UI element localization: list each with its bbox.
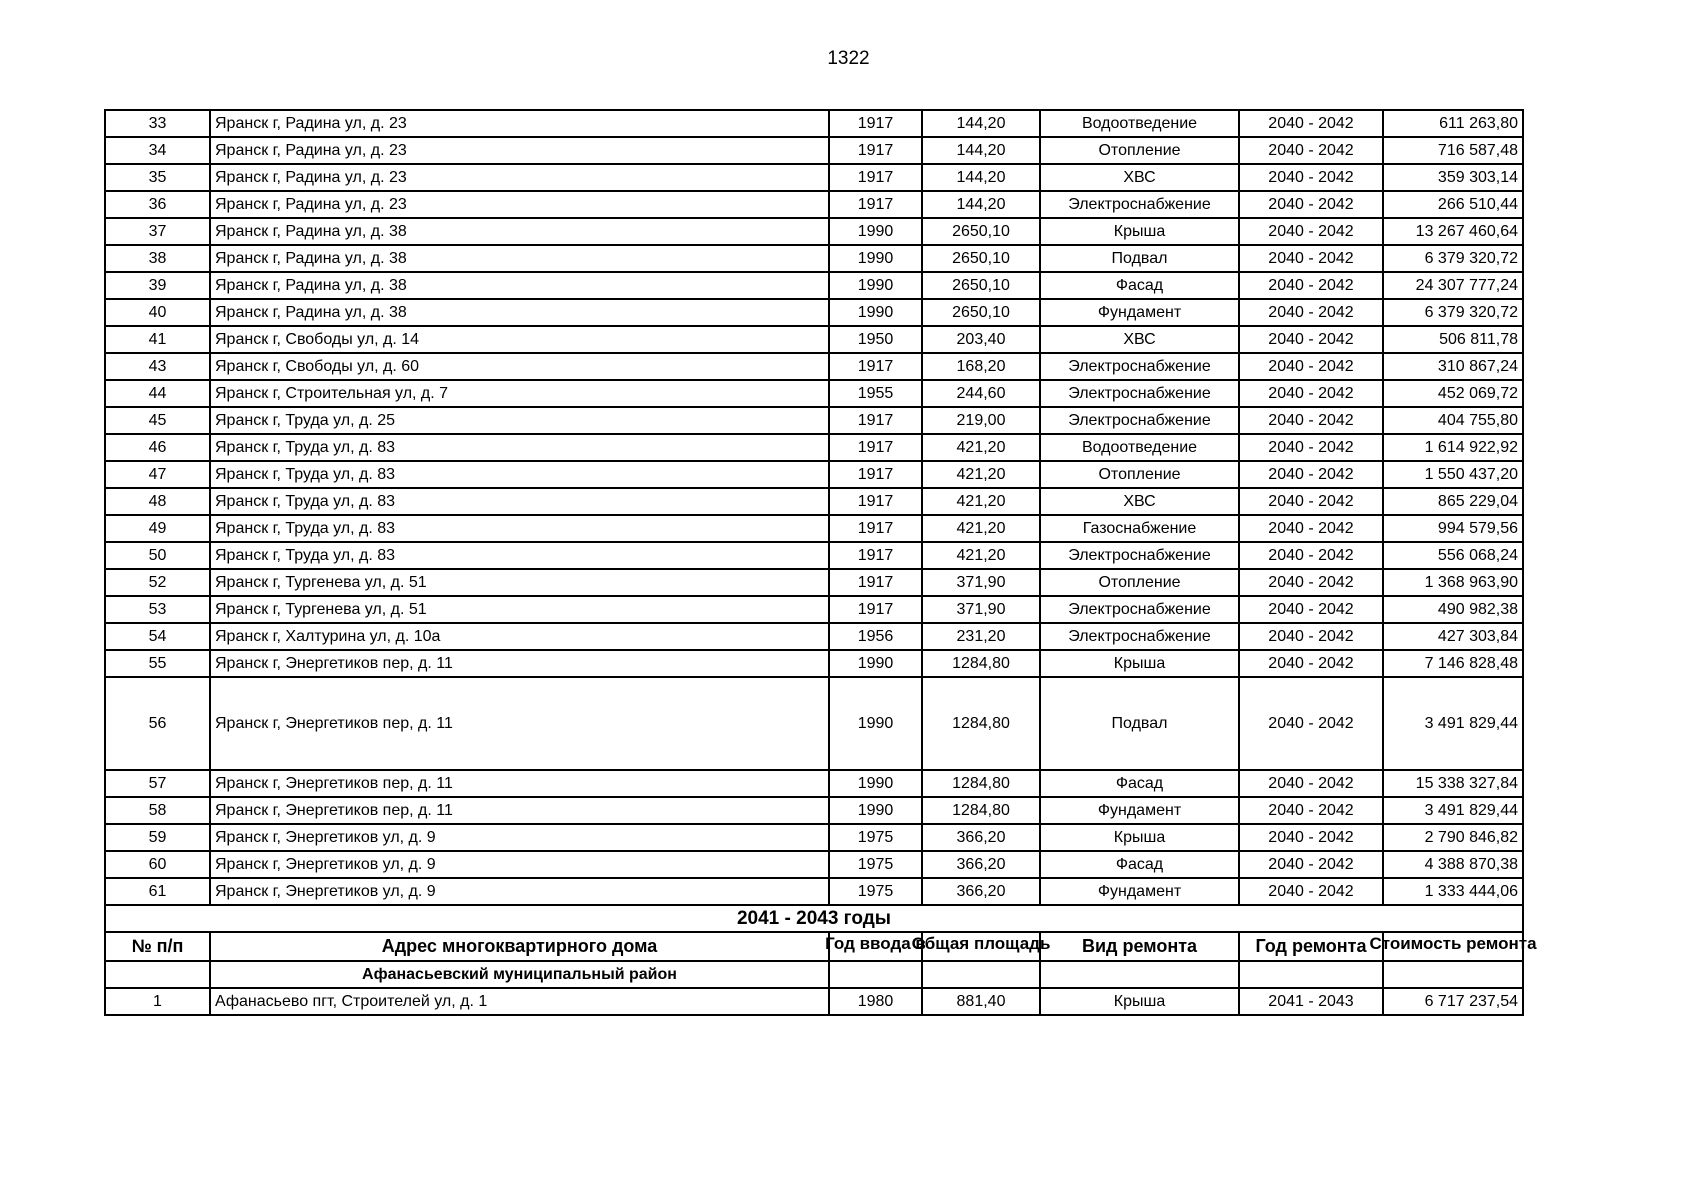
cell-number: 50 [105,542,210,569]
cell-cost: 1 368 963,90 [1383,569,1523,596]
empty-cell [829,961,922,988]
cell-address: Яранск г, Труда ул, д. 83 [210,542,829,569]
cell-number: 43 [105,353,210,380]
cell-year: 1990 [829,770,922,797]
cell-repair-period: 2040 - 2042 [1239,407,1383,434]
cell-area: 371,90 [922,569,1040,596]
table-row [105,596,1523,623]
cell-address: Яранск г, Труда ул, д. 83 [210,461,829,488]
cell-cost: 3 491 829,44 [1383,797,1523,824]
cell-repair-period: 2040 - 2042 [1239,542,1383,569]
cell-number: 33 [105,110,210,137]
cell-cost: 506 811,78 [1383,326,1523,353]
cell-repair-period: 2040 - 2042 [1239,110,1383,137]
table-row [105,824,1523,851]
table-row [105,434,1523,461]
section-title-row [105,905,1523,932]
header-cost [1369,932,1537,961]
cell-number: 35 [105,164,210,191]
cell-repair-period: 2040 - 2042 [1239,137,1383,164]
cell-area: 1284,80 [922,677,1040,770]
repair-schedule-table [104,109,1537,1016]
cell-repair-period: 2040 - 2042 [1239,623,1383,650]
empty-cell [922,961,1040,988]
table-row [105,770,1523,797]
cell-number: 41 [105,326,210,353]
cell-repair-type: Электроснабжение [1040,191,1239,218]
table-row [105,299,1523,326]
cell-repair-period: 2040 - 2042 [1239,353,1383,380]
cell-number: 40 [105,299,210,326]
cell-area: 421,20 [922,515,1040,542]
cell-repair-type: Электроснабжение [1040,407,1239,434]
table-row [105,380,1523,407]
cell-area: 366,20 [922,824,1040,851]
cell-number: 52 [105,569,210,596]
table-row [105,245,1523,272]
table-body [105,110,1537,1015]
cell-repair-type: ХВС [1040,164,1239,191]
cell-repair-type: Крыша [1040,218,1239,245]
cell-repair-period: 2040 - 2042 [1239,272,1383,299]
header-repair-period: Год ремонта [1239,932,1383,961]
region-name: Афанасьевский муниципальный район [210,961,829,988]
cell-year: 1917 [829,110,922,137]
cell-year: 1990 [829,299,922,326]
table-row [105,137,1523,164]
cell-repair-period: 2040 - 2042 [1239,650,1383,677]
table-row [105,461,1523,488]
cell-repair-type: Крыша [1040,988,1239,1015]
cell-repair-period: 2040 - 2042 [1239,824,1383,851]
cell-repair-type: Фасад [1040,770,1239,797]
table-row [105,272,1523,299]
cell-address: Яранск г, Радина ул, д. 38 [210,218,829,245]
cell-year: 1917 [829,191,922,218]
cell-year: 1955 [829,380,922,407]
table-row [105,218,1523,245]
cell-number: 55 [105,650,210,677]
cell-repair-type: Крыша [1040,650,1239,677]
table-row [105,677,1523,770]
header-number: № п/п [105,932,210,961]
cell-repair-type: Электроснабжение [1040,380,1239,407]
cell-year: 1917 [829,164,922,191]
table-row [105,488,1523,515]
cell-repair-period: 2040 - 2042 [1239,434,1383,461]
cell-cost: 359 303,14 [1383,164,1523,191]
cell-cost: 427 303,84 [1383,623,1523,650]
cell-cost: 865 229,04 [1383,488,1523,515]
cell-year: 1917 [829,434,922,461]
cell-address: Афанасьево пгт, Строителей ул, д. 1 [210,988,829,1015]
cell-address: Яранск г, Радина ул, д. 23 [210,110,829,137]
cell-cost: 1 614 922,92 [1383,434,1523,461]
table-row [105,878,1523,905]
table-row [105,797,1523,824]
cell-number: 45 [105,407,210,434]
cell-cost: 24 307 777,24 [1383,272,1523,299]
cell-year: 1917 [829,515,922,542]
cell-area: 2650,10 [922,299,1040,326]
cell-address: Яранск г, Радина ул, д. 23 [210,137,829,164]
cell-repair-period: 2040 - 2042 [1239,677,1383,770]
cell-year: 1950 [829,326,922,353]
cell-address: Яранск г, Труда ул, д. 83 [210,515,829,542]
table-row [105,353,1523,380]
cell-number: 48 [105,488,210,515]
cell-cost: 2 790 846,82 [1383,824,1523,851]
cell-year: 1990 [829,797,922,824]
cell-address: Яранск г, Энергетиков пер, д. 11 [210,770,829,797]
cell-area: 144,20 [922,191,1040,218]
cell-number: 58 [105,797,210,824]
cell-repair-period: 2040 - 2042 [1239,164,1383,191]
cell-area: 881,40 [922,988,1040,1015]
cell-number: 56 [105,677,210,770]
cell-repair-type: Крыша [1040,824,1239,851]
cell-year: 1990 [829,218,922,245]
cell-repair-type: Водоотведение [1040,434,1239,461]
cell-number: 39 [105,272,210,299]
cell-year: 1917 [829,407,922,434]
cell-year: 1917 [829,569,922,596]
cell-year: 1956 [829,623,922,650]
cell-repair-period: 2040 - 2042 [1239,569,1383,596]
cell-repair-type: Отопление [1040,137,1239,164]
cell-address: Яранск г, Радина ул, д. 38 [210,272,829,299]
cell-year: 1917 [829,596,922,623]
table-row [105,650,1523,677]
cell-repair-type: Подвал [1040,245,1239,272]
cell-repair-type: Электроснабжение [1040,353,1239,380]
cell-repair-type: Подвал [1040,677,1239,770]
cell-number: 60 [105,851,210,878]
cell-number: 36 [105,191,210,218]
cell-cost: 266 510,44 [1383,191,1523,218]
cell-cost: 4 388 870,38 [1383,851,1523,878]
header-repair-type: Вид ремонта [1040,932,1239,961]
cell-year: 1975 [829,878,922,905]
empty-cell [105,961,210,988]
cell-area: 1284,80 [922,797,1040,824]
cell-area: 371,90 [922,596,1040,623]
cell-year: 1975 [829,824,922,851]
empty-cell [1383,961,1523,988]
cell-area: 231,20 [922,623,1040,650]
cell-repair-type: Фундамент [1040,299,1239,326]
cell-number: 44 [105,380,210,407]
cell-cost: 716 587,48 [1383,137,1523,164]
cell-cost: 556 068,24 [1383,542,1523,569]
cell-repair-period: 2040 - 2042 [1239,461,1383,488]
cell-cost: 611 263,80 [1383,110,1523,137]
table-row [105,407,1523,434]
cell-year: 1917 [829,353,922,380]
cell-repair-type: Водоотведение [1040,110,1239,137]
empty-cell [1040,961,1239,988]
cell-cost: 452 069,72 [1383,380,1523,407]
cell-area: 421,20 [922,461,1040,488]
cell-address: Яранск г, Радина ул, д. 38 [210,245,829,272]
table-row [105,542,1523,569]
cell-year: 1975 [829,851,922,878]
cell-address: Яранск г, Радина ул, д. 23 [210,164,829,191]
cell-address: Яранск г, Тургенева ул, д. 51 [210,569,829,596]
cell-number: 1 [105,988,210,1015]
cell-year: 1990 [829,677,922,770]
table-row [105,569,1523,596]
header-address: Адрес многоквартирного дома [210,932,829,961]
cell-area: 2650,10 [922,245,1040,272]
header-label: Год ввода в [825,933,926,953]
cell-repair-period: 2040 - 2042 [1239,878,1383,905]
cell-area: 203,40 [922,326,1040,353]
cell-address: Яранск г, Энергетиков ул, д. 9 [210,851,829,878]
cell-repair-period: 2040 - 2042 [1239,797,1383,824]
cell-cost: 7 146 828,48 [1383,650,1523,677]
cell-area: 244,60 [922,380,1040,407]
cell-number: 57 [105,770,210,797]
cell-address: Яранск г, Труда ул, д. 25 [210,407,829,434]
table-row [105,164,1523,191]
cell-repair-period: 2040 - 2042 [1239,218,1383,245]
cell-year: 1917 [829,488,922,515]
cell-cost: 3 491 829,44 [1383,677,1523,770]
cell-number: 47 [105,461,210,488]
cell-area: 421,20 [922,542,1040,569]
section-title: 2041 - 2043 годы [105,905,1523,932]
table-row [105,623,1523,650]
cell-number: 53 [105,596,210,623]
cell-area: 1284,80 [922,650,1040,677]
cell-address: Яранск г, Свободы ул, д. 60 [210,353,829,380]
cell-cost: 404 755,80 [1383,407,1523,434]
header-year [825,932,926,961]
table-row [105,515,1523,542]
cell-area: 2650,10 [922,272,1040,299]
cell-area: 421,20 [922,488,1040,515]
cell-repair-period: 2040 - 2042 [1239,851,1383,878]
cell-number: 38 [105,245,210,272]
cell-year: 1990 [829,245,922,272]
cell-number: 59 [105,824,210,851]
cell-area: 2650,10 [922,218,1040,245]
cell-area: 144,20 [922,110,1040,137]
header-label: Стоимость ремонта [1369,933,1537,953]
cell-year: 1917 [829,461,922,488]
header-label: Общая площадь [911,933,1051,953]
cell-repair-period: 2040 - 2042 [1239,488,1383,515]
cell-cost: 6 379 320,72 [1383,299,1523,326]
region-row [105,961,1523,988]
cell-address: Яранск г, Радина ул, д. 23 [210,191,829,218]
cell-address: Яранск г, Энергетиков ул, д. 9 [210,878,829,905]
cell-year: 1980 [829,988,922,1015]
cell-repair-type: Газоснабжение [1040,515,1239,542]
cell-address: Яранск г, Труда ул, д. 83 [210,434,829,461]
cell-area: 144,20 [922,164,1040,191]
table-row [105,988,1523,1015]
cell-repair-period: 2040 - 2042 [1239,191,1383,218]
cell-repair-period: 2040 - 2042 [1239,326,1383,353]
cell-repair-type: Электроснабжение [1040,596,1239,623]
cell-number: 61 [105,878,210,905]
cell-number: 34 [105,137,210,164]
cell-address: Яранск г, Халтурина ул, д. 10а [210,623,829,650]
cell-area: 219,00 [922,407,1040,434]
cell-year: 1990 [829,272,922,299]
cell-address: Яранск г, Тургенева ул, д. 51 [210,596,829,623]
cell-year: 1917 [829,542,922,569]
page-number: 1322 [827,48,870,69]
cell-repair-period: 2040 - 2042 [1239,245,1383,272]
cell-address: Яранск г, Труда ул, д. 83 [210,488,829,515]
cell-repair-type: ХВС [1040,326,1239,353]
cell-cost: 310 867,24 [1383,353,1523,380]
cell-cost: 15 338 327,84 [1383,770,1523,797]
cell-cost: 6 717 237,54 [1383,988,1523,1015]
cell-area: 366,20 [922,878,1040,905]
table-header-row [105,932,1523,961]
cell-address: Яранск г, Свободы ул, д. 14 [210,326,829,353]
cell-repair-type: Отопление [1040,569,1239,596]
cell-address: Яранск г, Энергетиков пер, д. 11 [210,650,829,677]
cell-repair-type: Электроснабжение [1040,542,1239,569]
cell-year: 1917 [829,137,922,164]
cell-number: 54 [105,623,210,650]
cell-repair-period: 2040 - 2042 [1239,770,1383,797]
cell-repair-type: Фасад [1040,272,1239,299]
cell-number: 37 [105,218,210,245]
cell-repair-type: Фундамент [1040,878,1239,905]
cell-address: Яранск г, Энергетиков ул, д. 9 [210,824,829,851]
cell-repair-period: 2040 - 2042 [1239,380,1383,407]
cell-area: 144,20 [922,137,1040,164]
cell-number: 49 [105,515,210,542]
cell-repair-period: 2040 - 2042 [1239,596,1383,623]
cell-address: Яранск г, Радина ул, д. 38 [210,299,829,326]
empty-cell [1239,961,1383,988]
table-row [105,851,1523,878]
cell-year: 1990 [829,650,922,677]
cell-repair-type: ХВС [1040,488,1239,515]
table-row [105,326,1523,353]
cell-repair-type: Фасад [1040,851,1239,878]
cell-address: Яранск г, Энергетиков пер, д. 11 [210,677,829,770]
cell-repair-type: Фундамент [1040,797,1239,824]
cell-area: 421,20 [922,434,1040,461]
cell-repair-type: Электроснабжение [1040,623,1239,650]
cell-area: 366,20 [922,851,1040,878]
header-area [911,932,1051,961]
cell-repair-period: 2040 - 2042 [1239,299,1383,326]
cell-number: 46 [105,434,210,461]
cell-cost: 1 550 437,20 [1383,461,1523,488]
cell-address: Яранск г, Строительная ул, д. 7 [210,380,829,407]
cell-area: 1284,80 [922,770,1040,797]
cell-repair-period: 2040 - 2042 [1239,515,1383,542]
cell-area: 168,20 [922,353,1040,380]
cell-repair-period: 2041 - 2043 [1239,988,1383,1015]
cell-address: Яранск г, Энергетиков пер, д. 11 [210,797,829,824]
cell-cost: 994 579,56 [1383,515,1523,542]
cell-cost: 6 379 320,72 [1383,245,1523,272]
table-row [105,191,1523,218]
cell-cost: 1 333 444,06 [1383,878,1523,905]
cell-cost: 490 982,38 [1383,596,1523,623]
cell-cost: 13 267 460,64 [1383,218,1523,245]
table-row [105,110,1523,137]
cell-repair-type: Отопление [1040,461,1239,488]
